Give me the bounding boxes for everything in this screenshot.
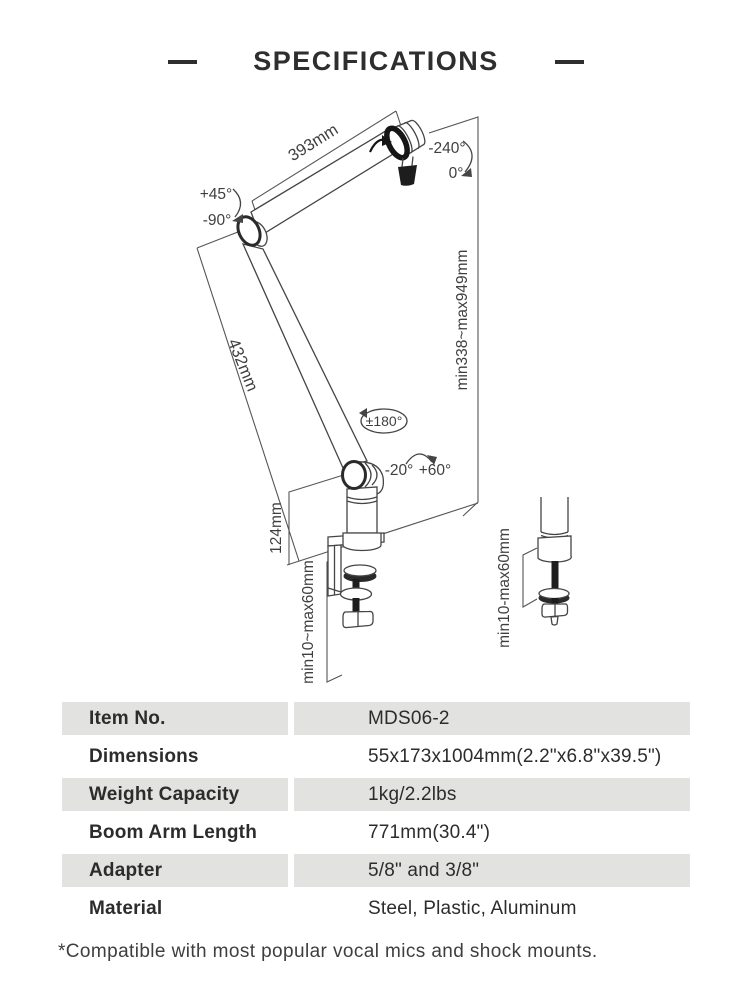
riser-post-shape [347,487,377,533]
row-label: Material [89,897,163,919]
row-value: 55x173x1004mm(2.2"x6.8"x39.5") [368,745,662,767]
title-dash-right [555,60,584,64]
row-value: MDS06-2 [294,702,690,735]
table-row [62,702,690,735]
row-label: Item No. [62,702,288,735]
grommet-washer [539,589,569,599]
grommet-base [538,536,571,562]
base-joint-cap [343,462,366,489]
label-mic-rotation-max: -240° [428,140,466,157]
desk-clamp-group [328,533,384,628]
label-mic-rotation-min: 0° [448,165,464,182]
label-base-swivel: ±180° [365,413,403,429]
label-base-tilt-min: -20° [384,462,414,479]
title-dash-left [168,60,197,64]
label-elbow-down: -90° [202,212,232,229]
dim-line-grommet [523,548,537,607]
label-grommet-range: min10-max60mm [496,528,513,648]
lower-arm-shape [243,244,367,468]
row-label: Adapter [62,854,288,887]
row-label: Dimensions [89,745,199,767]
table-row [62,778,690,811]
row-label: Boom Arm Length [89,821,258,843]
label-upper-arm-length: 393mm [285,120,342,165]
table-row [62,892,690,925]
label-elbow-up: +45° [199,186,233,203]
row-value: 771mm(30.4") [368,821,491,843]
table-row [62,740,690,773]
row-value: 1kg/2.2lbs [294,778,690,811]
label-riser-height: 124mm [268,502,285,554]
label-clamp-range: min10~max60mm [300,560,317,684]
thread-adapter-shape [398,165,417,186]
table-row [62,816,690,849]
row-value: Steel, Plastic, Aluminum [368,897,577,919]
table-row [62,854,690,887]
label-base-tilt-max: +60° [418,462,452,479]
row-value: 5/8" and 3/8" [294,854,690,887]
row-label: Weight Capacity [62,778,288,811]
compatibility-note: *Compatible with most popular vocal mics and shock mounts. [58,941,598,962]
label-lower-arm-length: 432mm [223,336,262,395]
boom-arm-spec-diagram [0,95,752,695]
grommet-mount-group [538,497,571,625]
screw-flange [344,565,376,576]
page-title: SPECIFICATIONS [253,46,499,76]
header [0,46,752,77]
spec-table [62,702,690,930]
label-height-range: min338~max949mm [454,249,471,391]
angle-arcs [232,141,472,465]
pole-collar [343,533,381,551]
